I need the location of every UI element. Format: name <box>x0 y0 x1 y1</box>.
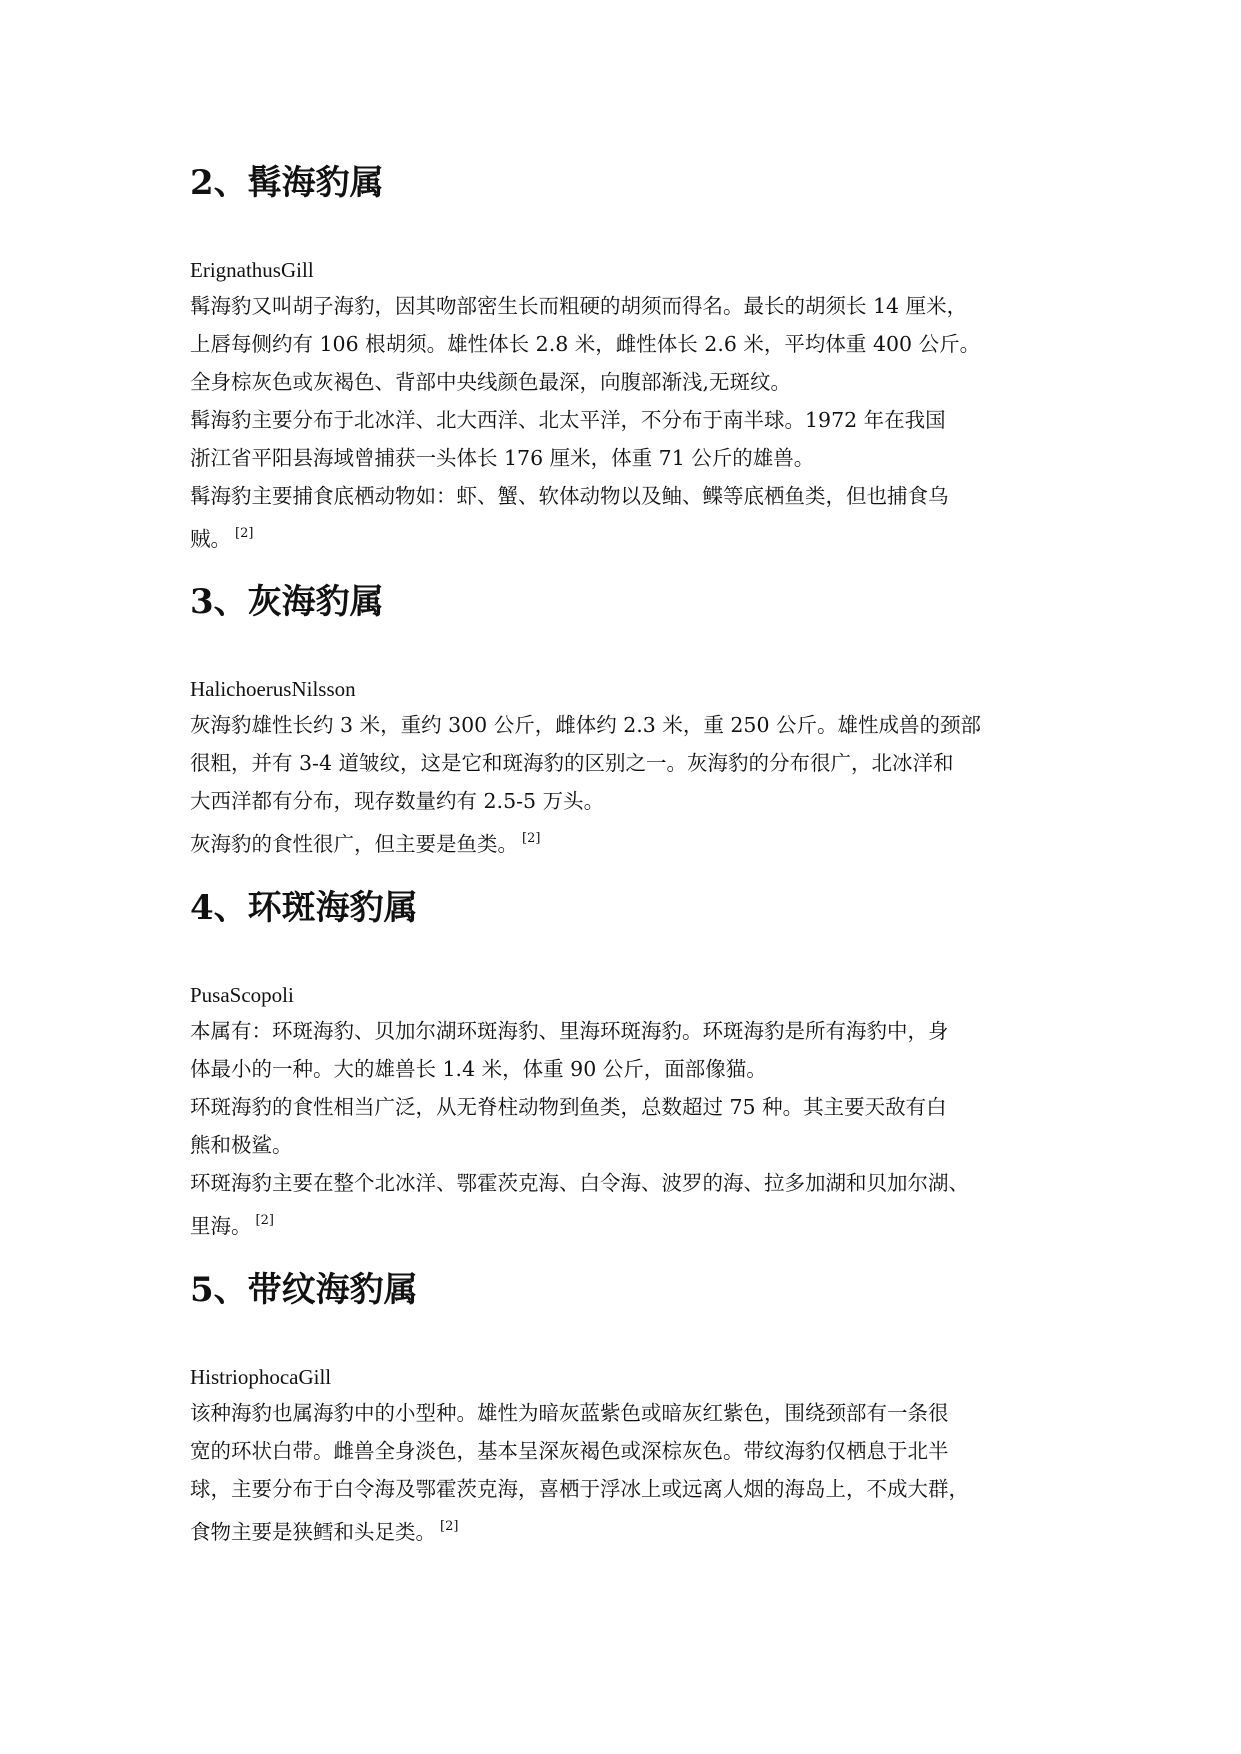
genus-name: ErignathusGill <box>190 258 314 282</box>
body-line-text: 里海。 <box>190 1214 252 1238</box>
body-line: 全身棕灰色或灰褐色、背部中央线颜色最深，向腹部渐浅,无斑纹。 <box>190 370 792 394</box>
body-line-last <box>190 1508 1070 1546</box>
section-heading: 3、灰海豹属 <box>190 582 384 622</box>
body-line: 大西洋都有分布，现存数量约有 2.5-5 万头。 <box>190 789 605 813</box>
citation-link[interactable]: [2] <box>522 831 541 846</box>
section-body <box>190 706 1070 858</box>
body-line-last <box>190 1202 1070 1240</box>
body-line-text: 灰海豹的食性很广，但主要是鱼类。 <box>190 832 518 856</box>
section-body <box>190 1012 1070 1240</box>
genus-name: PusaScopoli <box>190 983 294 1007</box>
body-line: 体最小的一种。大的雄兽长 1.4 米，体重 90 公斤，面部像猫。 <box>190 1057 767 1081</box>
genus-name: HalichoerusNilsson <box>190 677 356 701</box>
body-line: 该种海豹也属海豹中的小型种。雄性为暗灰蓝紫色或暗灰红紫色，围绕颈部有一条很 <box>190 1401 949 1425</box>
body-line: 浙江省平阳县海域曾捕获一头体长 176 厘米，体重 71 公斤的雄兽。 <box>190 446 815 470</box>
body-line: 本属有：环斑海豹、贝加尔湖环斑海豹、里海环斑海豹。环斑海豹是所有海豹中，身 <box>190 1019 949 1043</box>
citation-link[interactable]: [2] <box>235 526 254 541</box>
body-line: 球，主要分布于白令海及鄂霍茨克海，喜栖于浮冰上或远离人烟的海岛上，不成大群， <box>190 1477 969 1501</box>
citation-link[interactable]: [2] <box>440 1519 459 1534</box>
body-line: 熊和极鲨。 <box>190 1133 293 1157</box>
body-line: 髯海豹又叫胡子海豹，因其吻部密生长而粗硬的胡须而得名。最长的胡须长 14 厘米， <box>190 294 968 318</box>
section-pusa <box>190 888 1060 1238</box>
section-halichoerus <box>190 582 1060 856</box>
section-erignathus <box>190 163 1060 551</box>
body-line-last <box>190 515 1070 553</box>
section-heading: 2、髯海豹属 <box>190 163 384 203</box>
body-line: 环斑海豹主要在整个北冰洋、鄂霍茨克海、白令海、波罗的海、拉多加湖和贝加尔湖、 <box>190 1171 969 1195</box>
body-line: 上唇每侧约有 106 根胡须。雄性体长 2.8 米，雌性体长 2.6 米，平均体重 400 公斤。 <box>190 332 981 356</box>
body-line: 髯海豹主要分布于北冰洋、北大西洋、北太平洋，不分布于南半球。1972 年在我国 <box>190 408 946 432</box>
body-line-text: 贼。 <box>190 527 231 551</box>
body-line: 灰海豹雄性长约 3 米，重约 300 公斤，雌体约 2.3 米，重 250 公斤。雄性成兽的颈部 <box>190 713 982 737</box>
body-line-text: 食物主要是狭鳕和头足类。 <box>190 1520 436 1544</box>
body-line-last <box>190 820 1070 858</box>
section-heading: 5、带纹海豹属 <box>190 1270 418 1310</box>
citation-link[interactable]: [2] <box>255 1213 274 1228</box>
genus-name: HistriophocaGill <box>190 1365 332 1389</box>
section-body <box>190 287 1070 553</box>
section-heading: 4、环斑海豹属 <box>190 888 418 928</box>
section-body <box>190 1394 1070 1546</box>
body-line: 宽的环状白带。雌兽全身淡色，基本呈深灰褐色或深棕灰色。带纹海豹仅栖息于北半 <box>190 1439 949 1463</box>
section-histriophoca <box>190 1270 1060 1544</box>
body-line: 环斑海豹的食性相当广泛，从无脊柱动物到鱼类，总数超过 75 种。其主要天敌有白 <box>190 1095 947 1119</box>
body-line: 很粗，并有 3-4 道皱纹，这是它和斑海豹的区别之一。灰海豹的分布很广，北冰洋和 <box>190 751 954 775</box>
body-line: 髯海豹主要捕食底栖动物如：虾、蟹、软体动物以及鲉、鲽等底栖鱼类，但也捕食乌 <box>190 484 949 508</box>
